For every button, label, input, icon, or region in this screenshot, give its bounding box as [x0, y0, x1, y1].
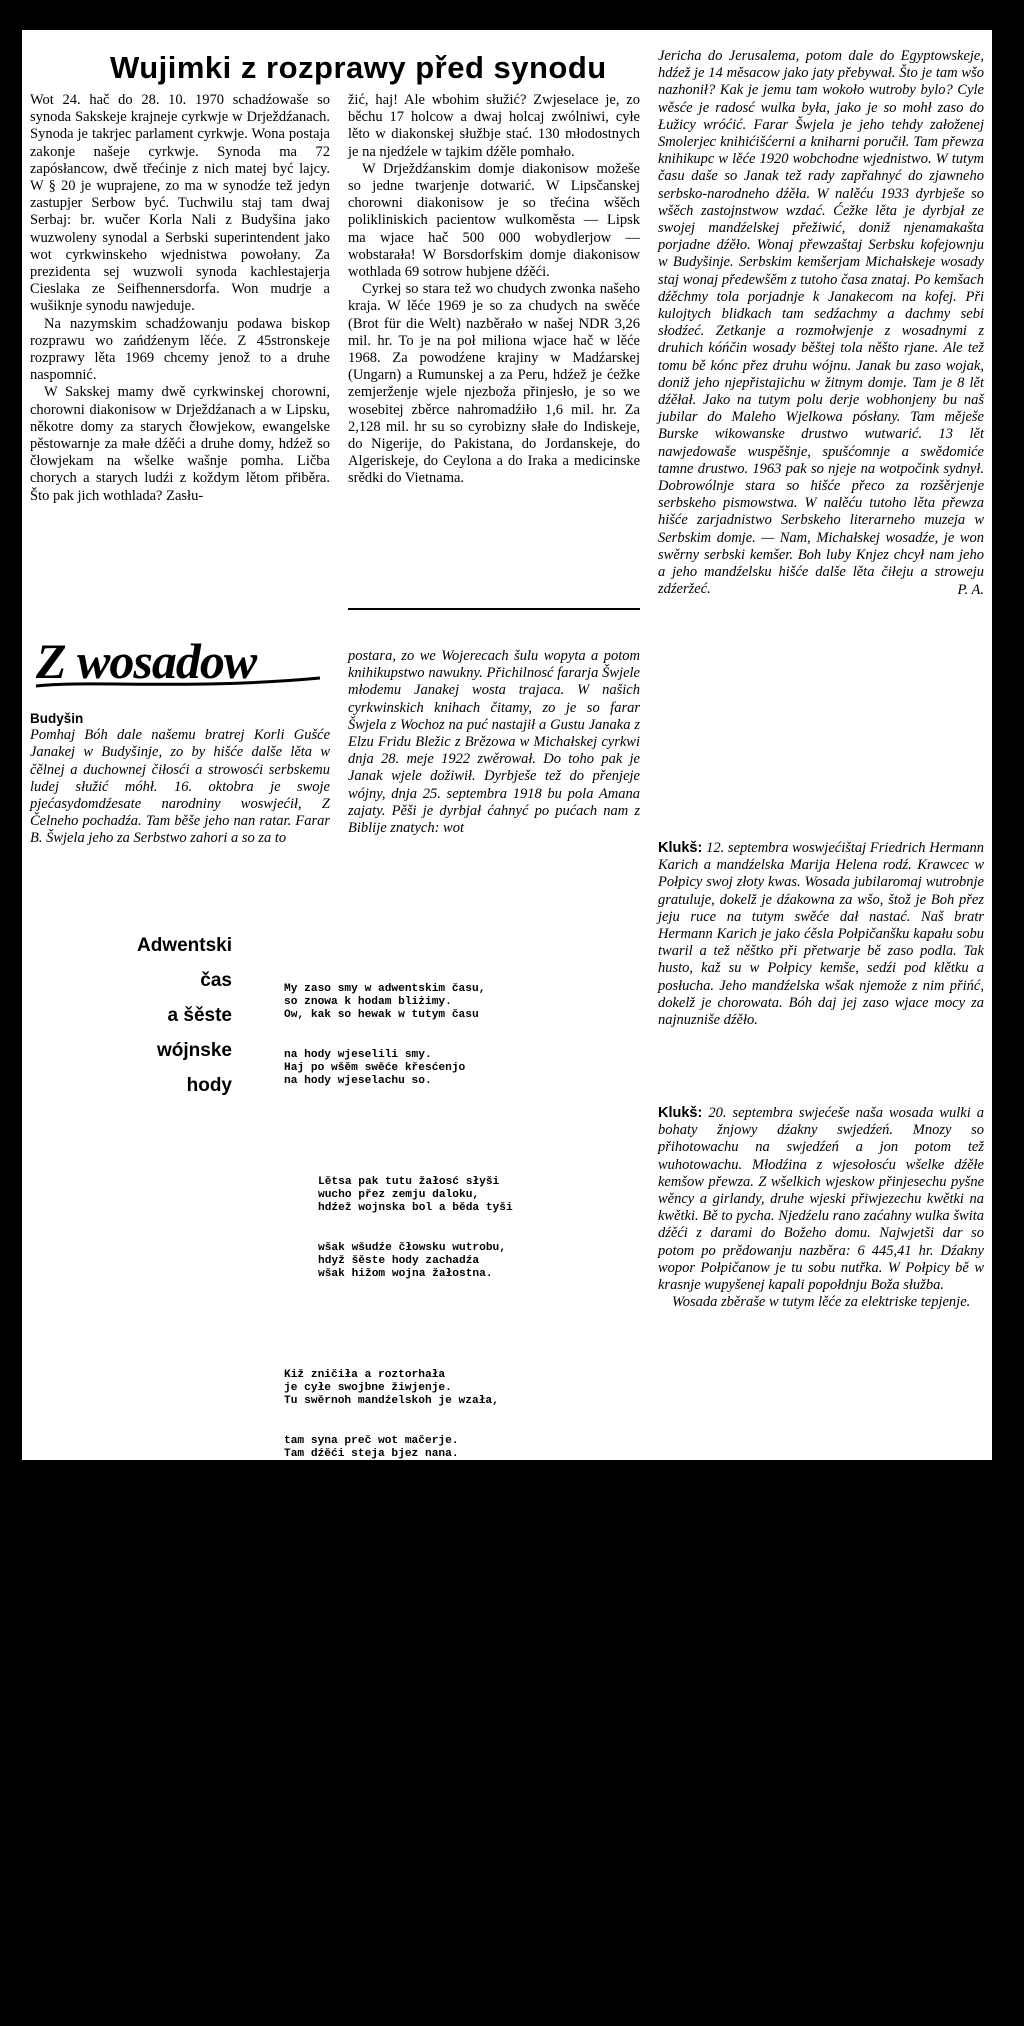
article-column-1 — [30, 92, 330, 505]
column-divider — [348, 608, 640, 610]
poem — [284, 930, 574, 2026]
kluks-note-2 — [658, 1105, 984, 1311]
article-column-3 — [658, 48, 984, 599]
poem-title-line: wójnske — [157, 1040, 232, 1061]
poem-title-line: čas — [200, 970, 232, 991]
place-heading: Budyšin — [30, 711, 84, 726]
budysin-col3-text: Jericha do Jerusalema, potom dale do Egyptowskeje, hdźež je 14 měsacow jako jaty přebywał. Što je tam wšo nazhonił? Kak je jemu tam wokoło wutroby bylo? Cyle wěsće je radosć wulka była, jako je so mohł zaso do Łužicy wróćić. Farar Šwjela je jeho tehdy załoženej Smolerjec knihićišćerni a kniharni poručił. Tam přewza knihikupc w lěće 1920 wobchodne wjednistwo. W tutym času daše so Janak tež rady zapřahnyć do zjawneho serbsko-narodneho dźěła. W nalěću 1933 dyrbješe so wšěch zastojnstwow wzdać. Ćežke lěta je dyrbjał ze swojej mandźelskej přežiwić, doniž njenamakašta porjadne dźěło. Wonaj přewzaštaj Serbsku kofejownju w Budyšinje. Serbskim kemšerjam Michałskeje wosady staj wonaj předewšěm z tutoho časa znataj. Po kemšach dźěchmy tola porjadnje k Janakecom na kofej. Při kulojtych blidkach tam sedźachmy a dachmy sebi słodźeć. Zetkanje a rozmołwjenje z wosadnymi z druhich kóńčin wosady běštej tola něšto rjane. Ale tež tomu bě kónc přez druhu wójnu. Janak bu zaso wojak, doniž jeho njepřistajichu w žitnym domje. Tam je 8 lět dźěłał. Jako na tutym polu derje wobhonjeny bu naš jubilar do Maleho Wjelkowa pósłany. Tam měješe Burske wikowanske drustwo wutwarić. 13 lět nawjedowaše wuspěšnje, spušćomnje a swědomiće tamne drustwo. 1963 pak so njeje na wotpočink sydnył. Dobrowólnje stara so hišće přeco za rozšěrjenje serbskeho pismowstwa. W nalěću tutoho lěta přewza hišće zarjadnistwo Serbskeho literarneho muzeja w Serbskim domje. — Nam, Michałskej wosadźe, je won swěrny serbski kemšer. Boh luby Knjez chcył nam jeho a jeho mandźelsku hišće dalše lěta čiłeju a stroweju zdźeržeć. — [658, 48, 984, 598]
signature: P. A. — [957, 581, 984, 598]
kluks-text: 20. septembra swjećeše naša wosada wulki a bohaty žnjowy dźakny swjedźeń. Mnozy so přihotowachu na swjedźeń a jon potom tež wuhotowachu. Młodźina z wjesołosću wšelke dźěłe kemšow přewza. Z wšelkich wjeskow přinjesechu pyšne wěncy a girlandy, druhe wjeski přiwjezechu kwětki na kwětki. Bě to pycha. Njedźelu rano zaćahny wulka šwita dźěći z darami do Božeho domu. Najwjetši dar so potom po prědowanju nazběra: 6 445,41 hr. Dźakny wopor Połpičanow je tu sobu nutřka. W Połpicy bě w krasnje wupyšenej kapali popołdnju Boža słužba. — [658, 1105, 984, 1294]
poem-title — [112, 928, 232, 1103]
kluks-text: 12. septembra woswjećištaj Friedrich Hermann Karich a mandźelska Marija Helena rodź. Krawcec w Połpicy swoj złoty kwas. Wosada jubilaromaj wutrobnje gratuluje, dokelž je dźakowna za wšo, štož je Boh přez jeju ruce na tutym swěće dał nastać. Naš bratr Hermann Karich je jako ćěsla Połpičanšku kapału sobu twaril a tež něštko při přetwarje bě zaso podla. Tak husto, kaž su w Połpicy kemše, sedźi pod klětku a posłucha. Jeho mandźelska wšak njemože z nim přińć, dokelž je chorowata. Bóh daj jej zaso wjace mocy za najnuzniše dźěło. — [658, 840, 984, 1029]
poem-title-line: Adwentski — [136, 935, 232, 956]
budysin-section — [30, 710, 330, 848]
article-paragraph: Wot 24. hač do 28. 10. 1970 schadźowaše so synoda Sakskeje krajneje cyrkwje w Drježdźanach. Synoda je takrjec parlament cyrkwje. Wona postaja zakonje našeje cyrkwje. Synoda ma 72 zapósłancow, dwě třećinje z nich matej być lajcy. W § 20 je wuprajene, zo ma w synodźe tež jedyn zastupjer Serbow być. Tuchwilu staj tam dwaj Serbaj: br. wučer Korla Nali z Budyšina jako wuzwoleny synodal a Serbski superintendent jako wot cyrkwinskeho wjednistwa powołany. Za prezidenta sej wuzwoli synoda kachlestajerja Cieslaka ze Seifhennersdorfa. Won mudrje a wušiknje synodu nawjeduje. — [30, 92, 330, 315]
poem-stanza: kiž z mocnym hłosom připowědał by měr po swěće dalokim a zachadźeć by dlěje njedał wjac krawnym bronjam mordarskim, zo zdobom zwony hodowne tež m ě r n a m bychu zwonile. — [284, 1754, 506, 1859]
budysin-continued-text: postara, zo we Wojerecach šulu wopyta a potom knihikupstwo nawukny. Přichilnosć fararja Šwjele młodemu Janakej wosta trajaca. W našich cyrkwinskich knihach čitamy, zo je so farar Šwjela z Wochoz na puć nastajił a Gustu Janaka z Elzu Fridu Bležic z Brězowa w Michałskej cyrkwi dnja 28. meje 1922 zwěrował. Do toho pak je Janak wjele dožiwił. Dyrbješe tež do přenjeje wójny, dnja 25. septembra 1918 bu pola Amana zajaty. Pěši je dyrbjał ćahnyć po pućach nam z Biblije znatych: wot — [348, 648, 640, 837]
article-column-2 — [348, 92, 640, 488]
poem-stanza: Kiž zničiła a roztorhała je cyłe swojbne žiwjenje. Tu swěrnoh mandźelskoh je wzała, tam syna preč wot mačerje. Tam dźěći steja bjez nana. Haj, njej' to sama zrudoba? — [284, 1368, 499, 1473]
article-paragraph: žić, haj! Ale wbohim słužić? Zwjeselace je, zo běchu 17 holcow a dwaj holcaj zwólniwi, cyłe lěto w diakonskej słužbje stać. 130 młodostnych je na njedźele w tajkim dźěle pomhało. — [348, 92, 640, 160]
masthead-logo-graphic — [30, 628, 330, 698]
poem-author: Jurij Šewčik z Komorowa pola Rakec, kotryž so z wojny njeje wróćił. — [318, 1947, 553, 1973]
article-paragraph: Na nazymskim schadźowanju podawa biskop rozprawu wo zańdźenym lěće. Z 45stronskeje rozprawy lěta 1969 chcemy jenož to a druhe naspomnić. — [30, 315, 330, 384]
newspaper-page — [22, 30, 992, 1973]
poem-stanza: Lětsa pak tutu žałosć słyši wucho přez zemju daloku, hdźež wojnska bol a běda tyši wšak wšudźe čłowsku wutrobu, hdyž šěste hody zachadźa wšak hižom wojna žałostna. — [318, 1175, 513, 1281]
kluks-label: Klukš: — [658, 1105, 703, 1121]
poem-stanza: My zaso smy w adwentskim času, so znowa k hodam bliżimy. Ow, kak so hewak w tutym času na hody wjeselili smy. Haj po wšěm swěće křesćenjo na hody wjeselachu so. — [284, 982, 486, 1088]
poem-stanza: Tuž, hdyž zas na zemju so lěha znowa moc, swjata hodowna, zběha njech k njebju z wutrobow so nam wěry sylna modlitwa, zo Boh Knjez swojoh jandźela by znowa pósłał do swěta, — [318, 1561, 533, 1666]
budysin-text: Pomhaj Bóh dale našemu bratrej Korli Gušće Janakej w Budyšinje, zo by hišće dalše lěta w čělnej a duchownej čiłosći a strowosći serbskemu ludej słužić móhł. 16. oktobra je swoje pjećasydomdźesate narodniny woswjećił, Z Čelneho pochadźa. Tam běše jeho nan ratar. Farar B. Šwjela jeho za Serbstwo zahori a so za to — [30, 727, 330, 847]
kluks-tail: Wosada zběraše w tutym lěće za elektriske tepjenje. — [672, 1294, 971, 1311]
article-paragraph: W Sakskej mamy dwě cyrkwinskej chorowni, chorowni diakonisow w Drježdźanach a w Lipsku, někotre domy za starych čłowjekow, ewangelske pěstowarnje za małe dźěći a druhe domy, hdźež so čłowjekam na wšelke wašnje pomha. Ličba chorych a starych ludźi z koždym lětom přiběra. Što pak jich wothlada? Zasłu- — [30, 384, 330, 504]
article-paragraph: Cyrkej so stara tež wo chudych zwonka našeho kraja. W lěće 1969 je so za chudych na swěće (Brot für die Welt) nazběrało w našej NDR 3,26 mil. hr. To je na poł miliona wjace hač w lěće 1968. Za powodźene krajiny w Madźarskej (Ungarn) a Rumunskej a za Peru, hdźež je ćežke zemjerženje wjele njezboža přinjesło, je so we wosebitej zběrce nahromadźiło 1,6 mil. hr. Za 2,128 mil. hr su so cyrobizny słałe do Indiskeje, do Nigerije, do Pakistana, do Jordanskeje, do Algeriskeje, do Ceylona a do Iraka a medicinske srědki do Vietnama. — [348, 281, 640, 487]
article-paragraph: W Drježdźanskim domje diakonisow možeše so jedne twarjenje dotwarić. W Lipsčanskej chorowni diakonisow je so třećina wšěch polikliniskich pacientow wulkoměsta — Lipsk ma wjace hač 500 000 wobydlerjow — wobstarała! W Borsdorfskim domje diakonisow wothlada 69 sotrow hubjene dźěći. — [348, 160, 640, 281]
poem-title-line: hody — [186, 1075, 232, 1096]
poem-title-line: a šěste — [167, 1005, 232, 1026]
masthead-text: Z wosadow — [36, 633, 257, 689]
masthead-logo — [30, 628, 330, 698]
budysin-continued — [348, 648, 640, 837]
kluks-note-1 — [658, 840, 984, 1029]
kluks-label: Klukš: — [658, 840, 703, 856]
headline: Wujimki z rozprawy před synodu — [110, 50, 607, 85]
